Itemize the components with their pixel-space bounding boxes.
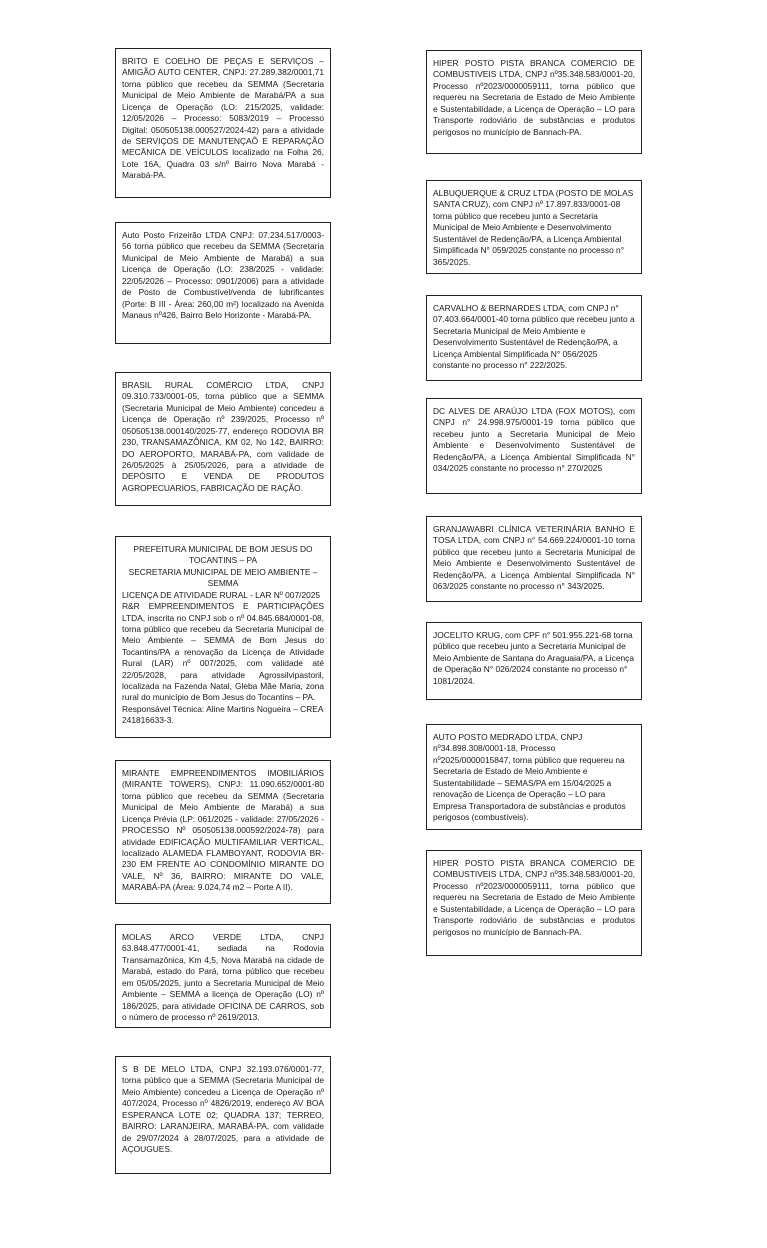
notice-dc-alves — [426, 398, 642, 494]
notice-text: AUTO POSTO MEDRADO LTDA, CNPJ nº34.898.308/0001-18, Processo nº2025/0000015847, torna público que requereu na Secretaria de Estado de Meio Ambiente e Sustentabilidade – SEMAS/PA em 15/04/2025 a renovação de Licença de Operação – LO para Empresa Transportadora de substâncias e produtos perigosos (combustíveis). — [433, 732, 626, 822]
notice-text: Auto Posto Frizeirão LTDA CNPJ: 07.234.517/0003-56 torna público que recebeu da SEMMA (Secretaria Municipal de Meio Ambiente de Marabá) a sua Licença de Operação (LO: 238/2025 - validade: 22/05/2026 – Processo: 0901/2006) para a atividade de Posto de Combustível/venda de lubrificantes (Porte: B III - Área: 260,00 m²) localizado na Avenida Manaus nº426, Bairro Belo Horizonte - Marabá-PA. — [122, 230, 324, 320]
notice-carvalho-bernardes — [426, 295, 642, 381]
notice-text: R&R EMPREENDIMENTOS E PARTICIPAÇÕES LTDA, inscrita no CNPJ sob o nº 04.845.684/0001-08, torna público que recebeu da Secretaria Municipal de Meio Ambiente – SEMMA de Bom Jesus do Tocantins/PA a renovação da Licença de Atividade Rural (LAR) nº 007/2025, com validade até 22/05/2028, para atividade Agrossilvipastoril, localizada na Fazenda Natal, Gleba Mãe Maria, zona rural do município de Bom Jesus do Tocantins – PA. — [122, 601, 324, 703]
notice-text: BRASIL RURAL COMÉRCIO LTDA, CNPJ 09.310.733/0001-05, torna público que a SEMMA (Secretaria Municipal de Meio Ambiente) concedeu a Licença de Operação nº 239/2025, Processo nº 050505138.000140/2025-77, endereço RODOVIA BR 230, TRANSAMAZÔNICA, KM 02, No 142, BAIRRO: DO AEROPORTO, MARABÁ-PA, com validade de 26/05/2025 à 25/05/2026, para a atividade de DEPÓSITO E VENDA DE PRODUTOS AGROPECUARIOS, FABRICAÇÃO DE RAÇÃO. — [122, 380, 324, 493]
notice-sb-de-melo — [115, 1056, 331, 1174]
notice-brito-coelho — [115, 48, 331, 198]
notice-responsible: Responsável Técnica: Aline Martins Nogueira – CREA 241816633-3. — [122, 703, 323, 726]
notice-text: MOLAS ARCO VERDE LTDA, CNPJ 63.848.477/0001-41, sediada na Rodovia Transamazônica, Km 4,5, Nova Marabá na cidade de Marabá, estado do Pará, torna público que recebeu em 05/05/2025, junto a Secretaria Municipal de Meio Ambiente – SEMMA a licença de Operação (LO) nº 186/2025, para atividade OFICINA DE CARROS, sob o número de processo nº 2619/2013. — [122, 932, 324, 1022]
notice-text: S B DE MELO LTDA, CNPJ 32.193.076/0001-77, torna público que a SEMMA (Secretaria Municipal de Meio Ambiente) concedeu a Licença de Operação nº 407/2024, Processo nº 4826/2019, endereço AV BOA ESPERANCA LOTE 02; QUADRA 137; TERREO, BAIRRO: LARANJEIRA, MARABÁ-PA, com validade de 29/07/2024 à 28/07/2025, para a atividade de AÇOUGUES. — [122, 1064, 324, 1154]
notice-header-prefeitura: PREFEITURA MUNICIPAL DE BOM JESUS DO TOCANTINS – PA — [133, 544, 313, 566]
notice-hiper-posto-2 — [426, 850, 642, 956]
notice-molas-arco-verde — [115, 924, 331, 1028]
notice-hiper-posto-1 — [426, 50, 642, 154]
notice-text: HIPER POSTO PISTA BRANCA COMERCIO DE COMBUSTIVEIS LTDA, CNPJ nº35.348.583/0001-20, Processo nº2023/0000059111, torna público que requereu na Secretaria de Estado de Meio Ambiente e Sustentabilidade, a Licença de Operação – LO para Transporte rodoviário de substâncias e produtos perigosos no município de Bannach-PA. — [433, 58, 635, 137]
notice-granjawabri — [426, 516, 642, 602]
notice-title: LICENÇA DE ATIVIDADE RURAL - LAR Nº 007/2025 — [122, 589, 321, 600]
notice-text: ALBUQUERQUE & CRUZ LTDA (POSTO DE MOLAS SANTA CRUZ), com CNPJ nº 17.897.833/0001-08 torna público que recebeu junto a Secretaria Municipal de Meio Ambiente e Desenvolvimento Sustentável de Redenção/PA, a Licença Ambiental Simplificada N° 059/2025 constante no processo n° 365/2025. — [433, 188, 634, 267]
notice-header-secretaria: SECRETARIA MUNICIPAL DE MEIO AMBIENTE – SEMMA — [128, 566, 318, 589]
notice-auto-posto-frizeirao — [115, 222, 331, 344]
notice-text: JOCELITO KRUG, com CPF n° 501.955.221-68 torna público que recebeu junto a Secretaria Municipal de Meio Ambiente de Santana do Araguaia/PA, a Licença de Operação N° 026/2024 constante no processo n° 1081/2024. — [433, 630, 634, 686]
notice-text: BRITO E COELHO DE PEÇAS E SERVIÇOS – AMIGÃO AUTO CENTER, CNPJ: 27.289.382/0001,71 torna público que recebeu da SEMMA (Secretaria Municipal de Meio Ambiente de Marabá/PA a sua Licença de Operação (LO: 215/2025, validade: 12/05/2026 – Processo: 5083/2019 – Processo Digital: 050505138.000527/2024-42) para a atividade de SERVIÇOS DE MANUTENÇAÕ E REPARAÇÃO MECÂNICA DE VEÍCULOS localizado na Folha 26, Lote 16A, Quadra 03 s/nº Bairro Nova Marabá - Marabá-PA. — [122, 56, 324, 181]
notice-text: HIPER POSTO PISTA BRANCA COMERCIO DE COMBUSTIVEIS LTDA, CNPJ nº35.348.583/0001-20, Processo nº2023/0000059111, torna público que requereu na Secretaria de Estado de Meio Ambiente e Sustentabilidade, a Licença de Operação – LO para Transporte rodoviário de substâncias e produtos perigosos no município de Bannach-PA. — [433, 858, 635, 937]
notice-text: GRANJAWABRI CLÍNICA VETERINÁRIA BANHO E TOSA LTDA, com CNPJ n° 54.669.224/0001-10 torna público que recebeu junto a Secretaria Municipal de Meio Ambiente e Desenvolvimento Sustentável de Redenção/PA, a Licença Ambiental Simplificada N° 063/2025 constante no processo n° 343/2025. — [433, 524, 635, 592]
notice-mirante — [115, 760, 331, 904]
notice-text: MIRANTE EMPREENDIMENTOS IMOBILIÁRIOS (MIRANTE TOWERS), CNPJ: 11.090.652/0001-80 torna público que recebeu da SEMMA (Secretaria Municipal de Meio Ambiente de Marabá) a sua Licença Prévia (LP: 061/2025 - validade: 27/05/2026 - PROCESSO Nº 050505138.000592/2024-78) para atividade EDIFICAÇÃO MULTIFAMILIAR VERTICAL, localizado ALAMEDA FLAMBOYANT, RODOVIA BR-230 EM FRENTE AO CONDOMÍNIO MIRANTE DO VALE, Nº 36, BAIRRO: MIRANTE DO VALE, MARABÁ-PA (Área: 9.024,74 m2 – Porte A II). — [122, 768, 324, 893]
notice-text: CARVALHO & BERNARDES LTDA, com CNPJ n° 07.403.664/0001-40 torna público que recebeu junto a Secretaria Municipal de Meio Ambiente e Desenvolvimento Sustentável de Redenção/PA, a Licença Ambiental Simplificada N° 056/2025 constante no processo n° 222/2025. — [433, 303, 635, 371]
notice-auto-posto-medrado — [426, 724, 642, 830]
notice-text: DC ALVES DE ARAÚJO LTDA (FOX MOTOS), com CNPJ n° 24.998.975/0001-19 torna público que recebeu junto a Secretaria Municipal de Meio Ambiente e Desenvolvimento Sustentável de Redenção/PA, a Licença Ambiental Simplificada N° 034/2025 constante no processo n° 270/2025 — [433, 406, 635, 474]
notice-jocelito-krug — [426, 622, 642, 700]
notice-albuquerque-cruz — [426, 180, 642, 274]
notice-bom-jesus-lar — [115, 536, 331, 738]
notice-brasil-rural — [115, 372, 331, 506]
